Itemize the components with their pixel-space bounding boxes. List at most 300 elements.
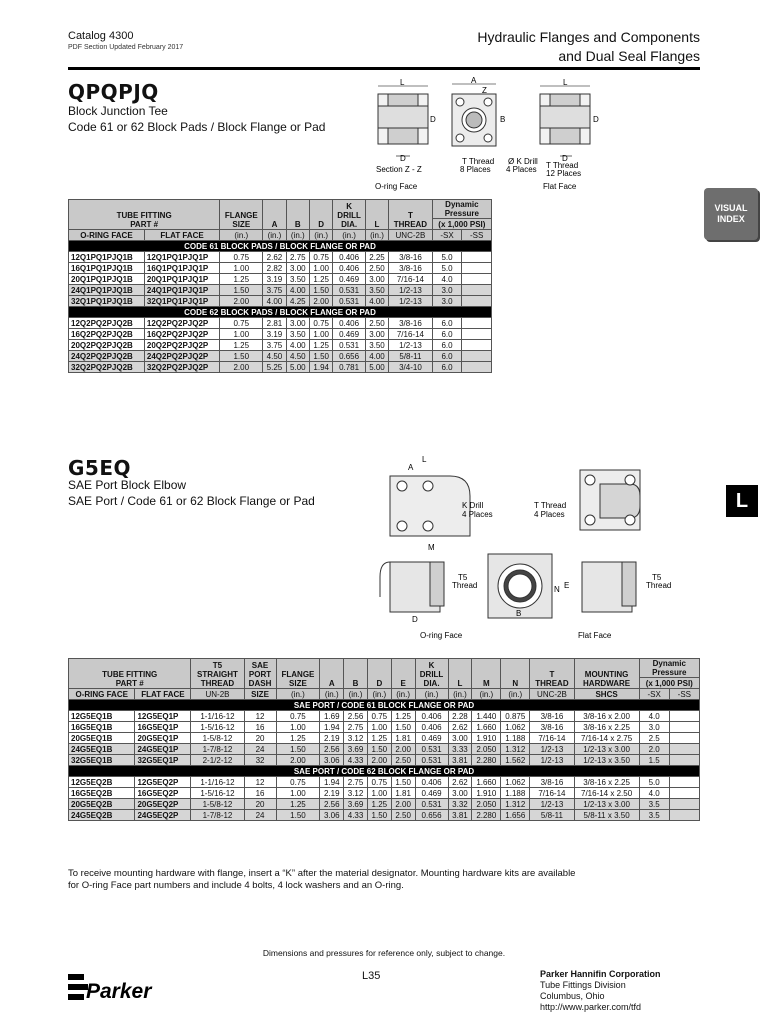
section2-subtitle-2: SAE Port / Code 61 or 62 Block Flange or Pad xyxy=(68,494,315,508)
table-cell: 3.69 xyxy=(344,799,368,810)
col-T: T THREAD xyxy=(530,659,574,689)
table-cell: 2.75 xyxy=(286,252,309,263)
table-row xyxy=(69,711,700,722)
table-cell: 1.50 xyxy=(391,777,415,788)
table-cell: 0.531 xyxy=(333,296,365,307)
table-cell: 0.406 xyxy=(415,722,448,733)
table-cell: 0.406 xyxy=(415,711,448,722)
table-cell: 3.75 xyxy=(263,285,286,296)
table-cell: 2.82 xyxy=(263,263,286,274)
table-cell: 20G5EQ1B xyxy=(69,733,135,744)
parker-logo-text: Parker xyxy=(86,980,152,1003)
table-cell: 2.28 xyxy=(448,711,472,722)
table-cell: 1-7/8-12 xyxy=(191,810,244,821)
page-title-line2: and Dual Seal Flanges xyxy=(558,48,700,64)
table-cell: 1.5 xyxy=(639,755,669,766)
table-cell: 1-1/16-12 xyxy=(191,777,244,788)
table-cell: 3/8-16 x 2.25 xyxy=(574,777,639,788)
table-cell: 3.50 xyxy=(286,274,309,285)
table-cell: 1-5/16-12 xyxy=(191,722,244,733)
table-row xyxy=(69,788,700,799)
table-cell: 3.0 xyxy=(639,722,669,733)
table-cell: 4.00 xyxy=(263,296,286,307)
table-cell: 4.0 xyxy=(639,711,669,722)
table-cell: 3.0 xyxy=(432,285,462,296)
table-cell: 16G5EQ2B xyxy=(69,788,135,799)
table-cell: 2.5 xyxy=(639,733,669,744)
unit-in: (in.) xyxy=(220,230,263,241)
col-tube-fitting: TUBE FITTING PART # xyxy=(69,659,191,689)
table-cell: 3.00 xyxy=(365,274,388,285)
table-cell: 6.0 xyxy=(432,351,462,362)
table-cell: 1.660 xyxy=(472,777,501,788)
table-cell: 1.25 xyxy=(310,340,333,351)
t5-thread-label: Thread xyxy=(452,581,478,590)
table-cell: 6.0 xyxy=(432,318,462,329)
table-cell: 3.19 xyxy=(263,329,286,340)
table-cell: 4.50 xyxy=(286,351,309,362)
table-cell: 1/2-13 xyxy=(530,755,574,766)
table-cell: 24 xyxy=(244,810,276,821)
page-number: L35 xyxy=(362,970,381,982)
table-cell: 24G5EQ1P xyxy=(135,744,191,755)
table-cell: 2.75 xyxy=(344,722,368,733)
col-E: E xyxy=(391,659,415,689)
parker-logo xyxy=(68,972,156,1006)
table-cell: 2.00 xyxy=(367,755,391,766)
table-cell: 0.781 xyxy=(333,362,365,373)
dim-L-label: L xyxy=(400,78,405,87)
table-cell xyxy=(669,722,699,733)
col-xpsi: (x 1,000 PSI) xyxy=(639,678,699,689)
table-cell: 1-5/16-12 xyxy=(191,788,244,799)
table-cell xyxy=(462,362,492,373)
table-cell: 4.00 xyxy=(286,340,309,351)
table-cell: 0.406 xyxy=(333,252,365,263)
table-cell: 1.50 xyxy=(220,285,263,296)
visual-index-tab[interactable] xyxy=(704,188,758,240)
t5-label-2: T5 xyxy=(652,573,662,582)
table-cell: 12G5EQ1P xyxy=(135,711,191,722)
table-cell: 20Q1PQ1PJQ1B xyxy=(69,274,145,285)
unit-ss: -SS xyxy=(462,230,492,241)
dim-D-label-2: D xyxy=(400,154,406,163)
table-cell: 0.531 xyxy=(415,744,448,755)
visual-index-label-1: VISUAL xyxy=(714,203,748,213)
table-cell: 2.50 xyxy=(391,755,415,766)
table-cell: 5/8-11 x 3.50 xyxy=(574,810,639,821)
table-cell xyxy=(462,351,492,362)
company-name: Parker Hannifin Corporation xyxy=(540,969,661,979)
col-flat-face: FLAT FACE xyxy=(144,230,219,241)
table-cell: 1.94 xyxy=(320,722,344,733)
table-cell: 1.312 xyxy=(501,799,530,810)
table-cell xyxy=(669,788,699,799)
k-drill-label: K Drill xyxy=(462,501,484,510)
section1-code: QPQPJQ xyxy=(68,80,159,104)
table-row xyxy=(69,777,700,788)
table-cell: 0.469 xyxy=(415,788,448,799)
table-cell: 1-5/8-12 xyxy=(191,799,244,810)
unit-sx: -SX xyxy=(639,689,669,700)
table-row xyxy=(69,274,492,285)
table-cell: 5.00 xyxy=(286,362,309,373)
table-cell: 4.33 xyxy=(344,755,368,766)
table-row xyxy=(69,810,700,821)
table-cell: 2.280 xyxy=(472,810,501,821)
table-cell: 3.12 xyxy=(344,733,368,744)
col-t5-thread: T5 STRAIGHT THREAD xyxy=(191,659,244,689)
table-cell: 1/2-13 x 3.50 xyxy=(574,755,639,766)
table-cell: 0.75 xyxy=(367,777,391,788)
table-cell: 1.440 xyxy=(472,711,501,722)
table-cell: 3.69 xyxy=(344,744,368,755)
table-cell: 24Q1PQ1PJQ1B xyxy=(69,285,145,296)
table-cell: 1.00 xyxy=(367,788,391,799)
table-cell: 24G5EQ2P xyxy=(135,810,191,821)
table-cell: 5/8-11 xyxy=(530,810,574,821)
table-band: SAE PORT / CODE 61 BLOCK FLANGE OR PAD xyxy=(69,700,700,711)
table-row xyxy=(69,351,492,362)
col-M: M xyxy=(472,659,501,689)
table-cell: 3.32 xyxy=(448,799,472,810)
table-cell: 20Q2PQ2PJQ2P xyxy=(144,340,219,351)
t-thread-label: T Thread xyxy=(534,501,567,510)
table-cell: 20Q2PQ2PJQ2B xyxy=(69,340,145,351)
dim-B-label: B xyxy=(500,115,506,124)
table-cell xyxy=(462,263,492,274)
table-cell: 1.25 xyxy=(367,799,391,810)
table-cell: 32Q1PQ1PJQ1B xyxy=(69,296,145,307)
col-sae-port-dash: SAE PORT DASH xyxy=(244,659,276,689)
table-cell: 2.56 xyxy=(320,744,344,755)
table-cell: 2.62 xyxy=(448,722,472,733)
table-cell: 1/2-13 xyxy=(389,340,433,351)
table-cell: 1.50 xyxy=(391,722,415,733)
table-cell: 4.33 xyxy=(344,810,368,821)
table-cell: 1.00 xyxy=(220,329,263,340)
t5-thread-label-2: Thread xyxy=(646,581,672,590)
table-row xyxy=(69,252,492,263)
table-cell: 3.50 xyxy=(365,285,388,296)
col-L: L xyxy=(448,659,472,689)
table-cell: 1.50 xyxy=(310,285,333,296)
table-cell: 0.656 xyxy=(333,351,365,362)
dim-L-label-2: L xyxy=(563,78,568,87)
table-cell: 3/8-16 xyxy=(530,777,574,788)
section1-subtitle-2: Code 61 or 62 Block Pads / Block Flange or Pad xyxy=(68,120,326,134)
table-cell: 3.5 xyxy=(639,810,669,821)
unit-in: (in.) xyxy=(472,689,501,700)
table-cell: 3.06 xyxy=(320,755,344,766)
table-cell: 2.00 xyxy=(220,296,263,307)
table-cell: 2.050 xyxy=(472,744,501,755)
table-cell: 24Q1PQ1PJQ1P xyxy=(144,285,219,296)
table-cell: 2.62 xyxy=(263,252,286,263)
table-cell: 0.75 xyxy=(310,318,333,329)
company-city: Columbus, Ohio xyxy=(540,991,605,1001)
unit-in: (in.) xyxy=(263,230,286,241)
table-cell: 1/2-13 xyxy=(530,799,574,810)
table-cell: 2.25 xyxy=(365,252,388,263)
col-L: L xyxy=(365,200,388,230)
table-cell: 2.81 xyxy=(263,318,286,329)
table-cell: 0.75 xyxy=(276,777,320,788)
table-cell: 0.531 xyxy=(333,340,365,351)
company-info xyxy=(540,969,661,1013)
table-cell: 0.531 xyxy=(333,285,365,296)
table-cell: 1.062 xyxy=(501,722,530,733)
table-cell: 20G5EQ2B xyxy=(69,799,135,810)
table-cell: 5.25 xyxy=(263,362,286,373)
k-drill-label: Ø K Drill xyxy=(508,157,538,166)
k-places-label: 4 Places xyxy=(506,165,537,174)
table-cell: 1-7/8-12 xyxy=(191,744,244,755)
table-cell: 12 xyxy=(244,711,276,722)
section2-table xyxy=(68,658,700,821)
table-cell: 1.50 xyxy=(367,810,391,821)
table-cell: 12Q2PQ2PJQ2B xyxy=(69,318,145,329)
unit-in: (in.) xyxy=(344,689,368,700)
table-cell: 3.00 xyxy=(448,733,472,744)
table-cell: 7/16-14 xyxy=(530,733,574,744)
table-cell: 1.00 xyxy=(276,788,320,799)
col-D: D xyxy=(310,200,333,230)
table-cell: 3/8-16 xyxy=(389,252,433,263)
table-cell: 3.19 xyxy=(263,274,286,285)
table-cell xyxy=(462,340,492,351)
k-places-label: 4 Places xyxy=(462,510,493,519)
table-cell: 32G5EQ1B xyxy=(69,755,135,766)
table-cell: 4.50 xyxy=(263,351,286,362)
table-cell: 3.5 xyxy=(639,799,669,810)
table-row xyxy=(69,744,700,755)
col-K: K DRILL DIA. xyxy=(333,200,365,230)
table-cell: 5.0 xyxy=(432,252,462,263)
table-cell: 16Q1PQ1PJQ1B xyxy=(69,263,145,274)
table-cell: 1.81 xyxy=(391,733,415,744)
t-places-label-2: 12 Places xyxy=(546,169,582,178)
table-cell xyxy=(669,711,699,722)
table-cell: 3/8-16 xyxy=(389,318,433,329)
table-cell: 12G5EQ2B xyxy=(69,777,135,788)
table-cell: 1.94 xyxy=(320,777,344,788)
table-cell xyxy=(669,799,699,810)
table-cell: 1/2-13 xyxy=(530,744,574,755)
unit-in: (in.) xyxy=(448,689,472,700)
col-flat-face: FLAT FACE xyxy=(135,689,191,700)
col-K: K DRILL DIA. xyxy=(415,659,448,689)
table-cell: 3.12 xyxy=(344,788,368,799)
table-cell: 1/2-13 x 3.00 xyxy=(574,799,639,810)
table-cell: 7/16-14 xyxy=(389,274,433,285)
table-cell xyxy=(462,274,492,285)
table-cell: 16G5EQ2P xyxy=(135,788,191,799)
table-cell: 1.50 xyxy=(220,351,263,362)
table-cell: 2.19 xyxy=(320,788,344,799)
table-cell: 12Q1PQ1PJQ1B xyxy=(69,252,145,263)
unit-ss: -SS xyxy=(669,689,699,700)
table-cell: 1.062 xyxy=(501,777,530,788)
table-cell: 1.81 xyxy=(391,788,415,799)
unit-in: (in.) xyxy=(391,689,415,700)
table-cell: 32G5EQ1P xyxy=(135,755,191,766)
table-cell: 1.50 xyxy=(310,351,333,362)
table-cell: 0.75 xyxy=(367,711,391,722)
table-cell: 2.00 xyxy=(220,362,263,373)
table-cell: 3.81 xyxy=(448,755,472,766)
table-cell: 3/8-16 x 2.25 xyxy=(574,722,639,733)
table-cell: 3.06 xyxy=(320,810,344,821)
col-dynamic: Dynamic Pressure xyxy=(432,200,491,219)
table-cell: 3.75 xyxy=(263,340,286,351)
table-cell: 2.0 xyxy=(639,744,669,755)
table-row xyxy=(69,329,492,340)
table-cell: 2.00 xyxy=(391,799,415,810)
table-cell: 2.50 xyxy=(365,263,388,274)
table-cell: 1/2-13 x 3.00 xyxy=(574,744,639,755)
table-cell: 2.050 xyxy=(472,799,501,810)
table-cell: 20G5EQ1P xyxy=(135,733,191,744)
table-cell: 1.50 xyxy=(367,744,391,755)
dim-A-label: A xyxy=(408,463,414,472)
t-thread-label: T Thread xyxy=(462,157,495,166)
col-A: A xyxy=(320,659,344,689)
table-row xyxy=(69,340,492,351)
col-mounting-hardware: MOUNTING HARDWARE xyxy=(574,659,639,689)
table-cell: 1.188 xyxy=(501,733,530,744)
dim-E-label: E xyxy=(564,581,570,590)
table-cell: 1.50 xyxy=(276,810,320,821)
dim-Z-label: Z xyxy=(482,86,487,95)
table-cell: 1/2-13 xyxy=(389,296,433,307)
table-cell: 7/16-14 x 2.50 xyxy=(574,788,639,799)
company-url[interactable]: http://www.parker.com/tfd xyxy=(540,1002,642,1012)
table-cell: 0.469 xyxy=(333,274,365,285)
table-cell: 4.00 xyxy=(365,351,388,362)
table-cell: 12G5EQ2P xyxy=(135,777,191,788)
table-cell: 20 xyxy=(244,733,276,744)
table-cell: 3/4-10 xyxy=(389,362,433,373)
section1-subtitle xyxy=(68,103,325,135)
table-cell: 1.562 xyxy=(501,755,530,766)
oring-face-caption: O-ring Face xyxy=(420,631,463,640)
table-cell: 3.50 xyxy=(286,329,309,340)
table-cell: 16 xyxy=(244,722,276,733)
table-cell: 1.00 xyxy=(220,263,263,274)
dim-A-label: A xyxy=(471,76,477,85)
table-row xyxy=(69,318,492,329)
table-cell xyxy=(462,252,492,263)
col-D: D xyxy=(367,659,391,689)
t-places-label: 4 Places xyxy=(534,510,565,519)
table-cell: 0.531 xyxy=(415,799,448,810)
section2-subtitle xyxy=(68,477,315,509)
dim-N-label: N xyxy=(554,585,560,594)
company-division: Tube Fittings Division xyxy=(540,980,626,990)
table-cell xyxy=(462,318,492,329)
visual-index-label-2: INDEX xyxy=(717,214,745,224)
table-cell: 5.0 xyxy=(639,777,669,788)
dim-D-label: D xyxy=(430,115,436,124)
table-cell: 3.33 xyxy=(448,744,472,755)
table-cell: 1.660 xyxy=(472,722,501,733)
table-cell: 0.469 xyxy=(333,329,365,340)
col-tube-fitting: TUBE FITTING PART # xyxy=(69,200,220,230)
table-cell: 1.25 xyxy=(367,733,391,744)
catalog-number: Catalog 4300 xyxy=(68,30,134,42)
table-cell: 1-1/16-12 xyxy=(191,711,244,722)
col-flange-size: FLANGE SIZE xyxy=(276,659,320,689)
mounting-hardware-note: To receive mounting hardware with flange, insert a “K” after the material designator. Mounting hardware kits are available for O-ring Face part numbers and include 4 bolts, 4 lock washers and an O-ring. xyxy=(68,868,576,891)
table-row xyxy=(69,733,700,744)
table-cell: 1.910 xyxy=(472,733,501,744)
table-row xyxy=(69,722,700,733)
table-row xyxy=(69,799,700,810)
table-cell: 0.75 xyxy=(276,711,320,722)
table-cell xyxy=(669,755,699,766)
table-cell: 1.656 xyxy=(501,810,530,821)
table-cell: 4.0 xyxy=(432,274,462,285)
table-cell: 2.62 xyxy=(448,777,472,788)
table-cell: 2.75 xyxy=(344,777,368,788)
table-cell: 3/8-16 xyxy=(389,263,433,274)
table-cell: 24G5EQ1B xyxy=(69,744,135,755)
footer-disclaimer: Dimensions and pressures for reference only, subject to change. xyxy=(262,948,506,958)
flat-face-caption: Flat Face xyxy=(578,631,612,640)
col-dynamic: Dynamic Pressure xyxy=(639,659,699,678)
dim-D-label: D xyxy=(412,615,418,624)
unit-sx: -SX xyxy=(432,230,462,241)
section2-subtitle-1: SAE Port Block Elbow xyxy=(68,478,187,492)
unit-un2b: UN-2B xyxy=(191,689,244,700)
table-cell: 16Q2PQ2PJQ2P xyxy=(144,329,219,340)
col-flange-size: FLANGE SIZE xyxy=(220,200,263,230)
section-letter-tab[interactable]: L xyxy=(726,485,758,517)
table-band: CODE 62 BLOCK PADS / BLOCK FLANGE OR PAD xyxy=(69,307,492,318)
table-cell xyxy=(669,810,699,821)
unit-size: SIZE xyxy=(244,689,276,700)
table-cell: 1.25 xyxy=(310,274,333,285)
table-cell: 1.25 xyxy=(276,733,320,744)
dim-D-label-3: D xyxy=(593,115,599,124)
table-cell: 3/8-16 x 2.00 xyxy=(574,711,639,722)
unit-in: (in.) xyxy=(415,689,448,700)
table-cell: 32Q1PQ1PJQ1P xyxy=(144,296,219,307)
table-cell: 3.50 xyxy=(365,340,388,351)
table-cell: 16 xyxy=(244,788,276,799)
table-cell: 20G5EQ2P xyxy=(135,799,191,810)
unit-unc: UNC-2B xyxy=(389,230,433,241)
table-cell xyxy=(669,733,699,744)
section1-table xyxy=(68,199,492,373)
unit-in: (in.) xyxy=(276,689,320,700)
col-oring-face: O-RING FACE xyxy=(69,689,135,700)
header-rule xyxy=(68,67,700,70)
table-cell: 2.00 xyxy=(276,755,320,766)
table-cell: 0.656 xyxy=(415,810,448,821)
table-cell: 1.50 xyxy=(276,744,320,755)
table-row xyxy=(69,263,492,274)
page-title xyxy=(477,28,700,66)
table-cell: 5/8-11 xyxy=(389,351,433,362)
table-cell: 2.50 xyxy=(365,318,388,329)
table-cell: 1.25 xyxy=(220,274,263,285)
table-cell: 1.188 xyxy=(501,788,530,799)
table-cell: 20Q1PQ1PJQ1P xyxy=(144,274,219,285)
table-cell: 1.25 xyxy=(391,711,415,722)
col-B: B xyxy=(344,659,368,689)
